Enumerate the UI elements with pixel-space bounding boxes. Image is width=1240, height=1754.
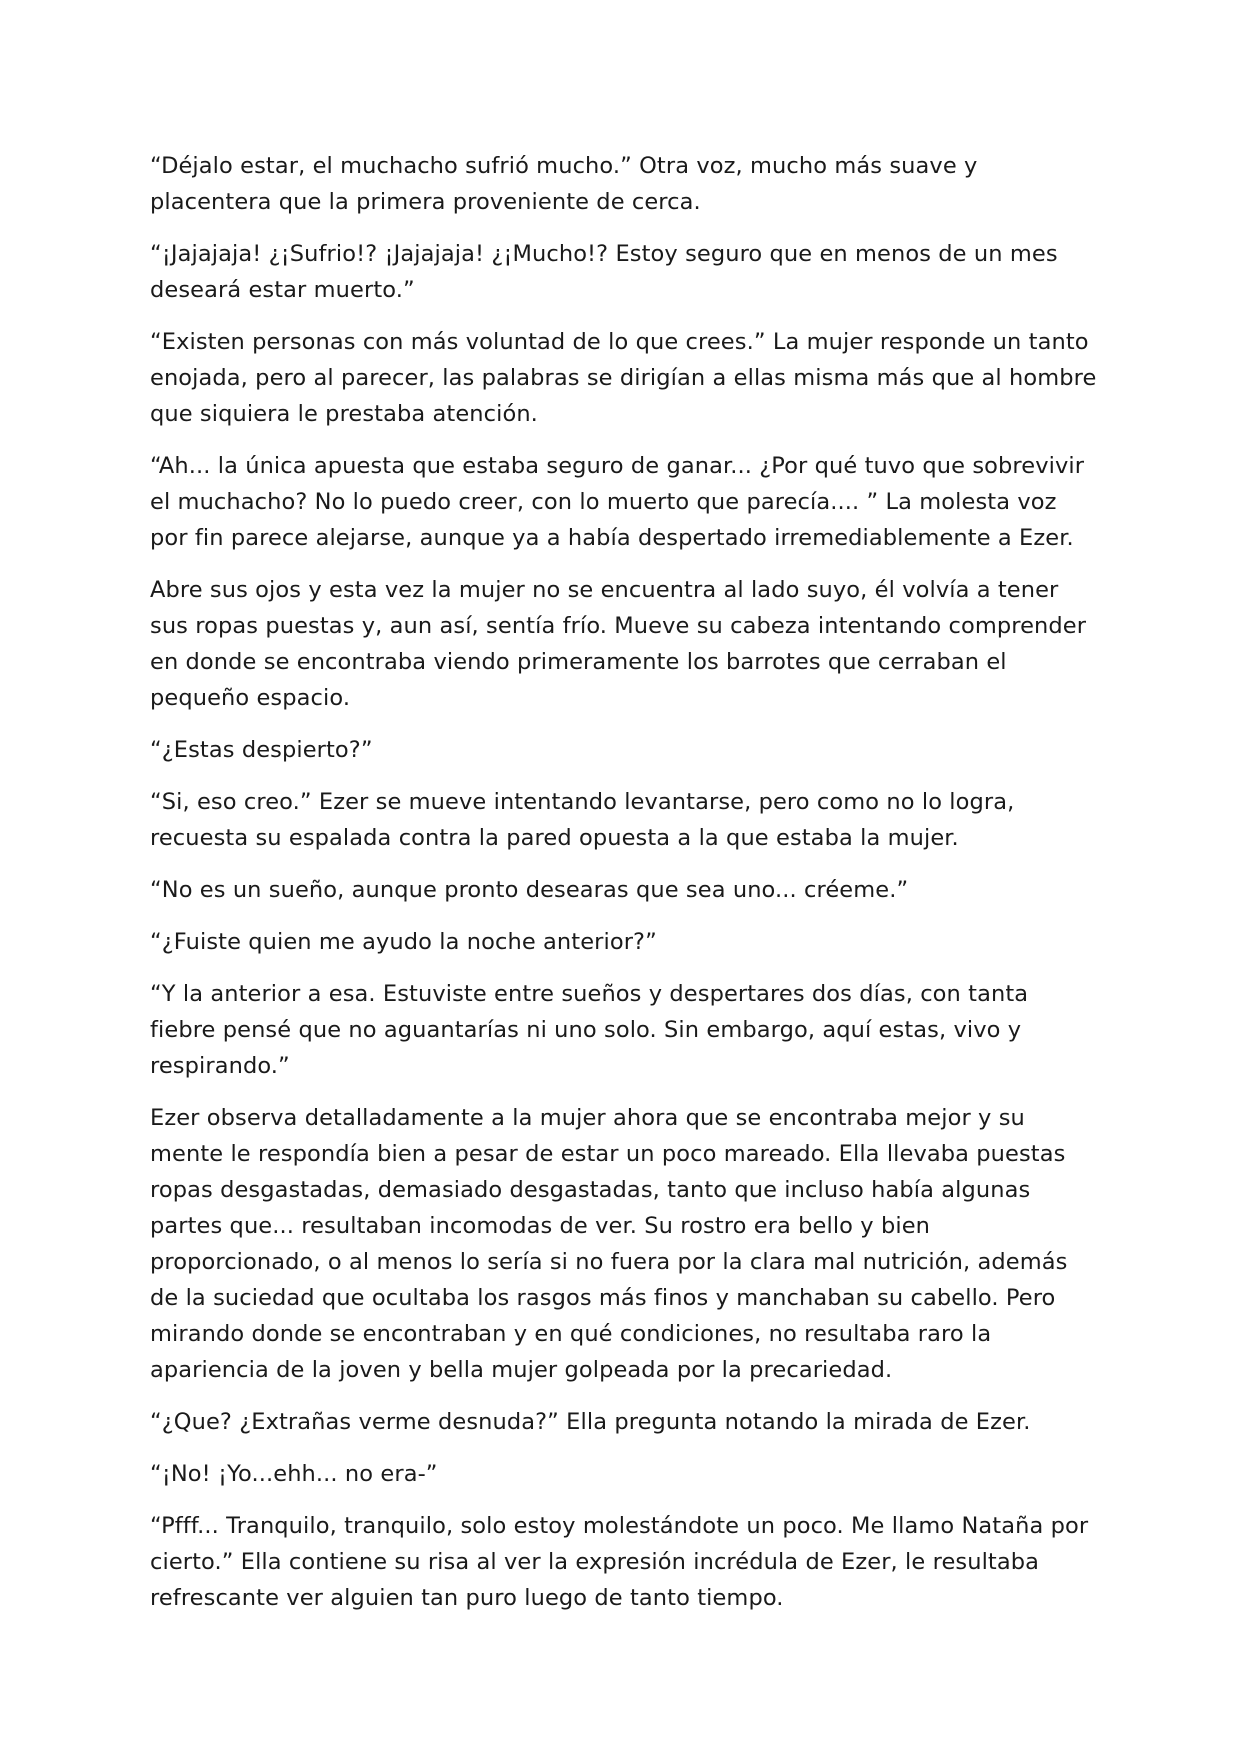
paragraph-7: “Si, eso creo.” Ezer se mueve intentando levantarse, pero como no lo logra, recuesta su espalada contra la pared opuesta a la que estaba la mujer. [150,789,1015,851]
paragraph-14: “Pfff... Tranquilo, tranquilo, solo estoy molestándote un poco. Me llamo Nataña por cierto.” Ella contiene su risa al ver la expresión incrédula de Ezer, le resultaba refrescante ver alguien tan puro luego de tanto tiempo. [150,1513,1089,1611]
paragraph-12: “¿Que? ¿Extrañas verme desnuda?” Ella pregunta notando la mirada de Ezer. [150,1409,1031,1435]
paragraph-4: “Ah... la única apuesta que estaba seguro de ganar... ¿Por qué tuvo que sobrevivir el muchacho? No lo puedo creer, con lo muerto que parecía.... ” La molesta voz por fin parece alejarse, aunque ya a había despertado irremediablemente a Ezer. [150,453,1085,551]
document-body [150,148,1100,1632]
paragraph-11: Ezer observa detalladamente a la mujer ahora que se encontraba mejor y su mente le respondía bien a pesar de estar un poco mareado. Ella llevaba puestas ropas desgastadas, demasiado desgastadas, tanto que incluso había algunas partes que... resultaban incomodas de ver. Su rostro era bello y bien proporcionado, o al menos lo sería si no fuera por la clara mal nutrición, además de la suciedad que ocultaba los rasgos más finos y manchaban su cabello. Pero mirando donde se encontraban y en qué condiciones, no resultaba raro la apariencia de la joven y bella mujer golpeada por la precariedad. [150,1105,1068,1383]
paragraph-1: “Déjalo estar, el muchacho sufrió mucho.” Otra voz, mucho más suave y placentera que la primera proveniente de cerca. [150,153,978,215]
paragraph-5: Abre sus ojos y esta vez la mujer no se encuentra al lado suyo, él volvía a tener sus ropas puestas y, aun así, sentía frío. Mueve su cabeza intentando comprender en donde se encontraba viendo primeramente los barrotes que cerraban el pequeño espacio. [150,577,1087,711]
paragraph-10: “Y la anterior a esa. Estuviste entre sueños y despertares dos días, con tanta fiebre pensé que no aguantarías ni uno solo. Sin embargo, aquí estas, vivo y respirando.” [150,981,1029,1079]
paragraph-2: “¡Jajajaja! ¿¡Sufrio!? ¡Jajajaja! ¿¡Mucho!? Estoy seguro que en menos de un mes deseará estar muerto.” [150,241,1058,303]
paragraph-6: “¿Estas despierto?” [150,737,373,763]
paragraph-13: “¡No! ¡Yo...ehh... no era-” [150,1461,438,1487]
paragraph-9: “¿Fuiste quien me ayudo la noche anterior?” [150,929,657,955]
paragraph-3: “Existen personas con más voluntad de lo que crees.” La mujer responde un tanto enojada, pero al parecer, las palabras se dirigían a ellas misma más que al hombre que siquiera le prestaba atención. [150,329,1097,427]
paragraph-8: “No es un sueño, aunque pronto desearas que sea uno... créeme.” [150,877,909,903]
